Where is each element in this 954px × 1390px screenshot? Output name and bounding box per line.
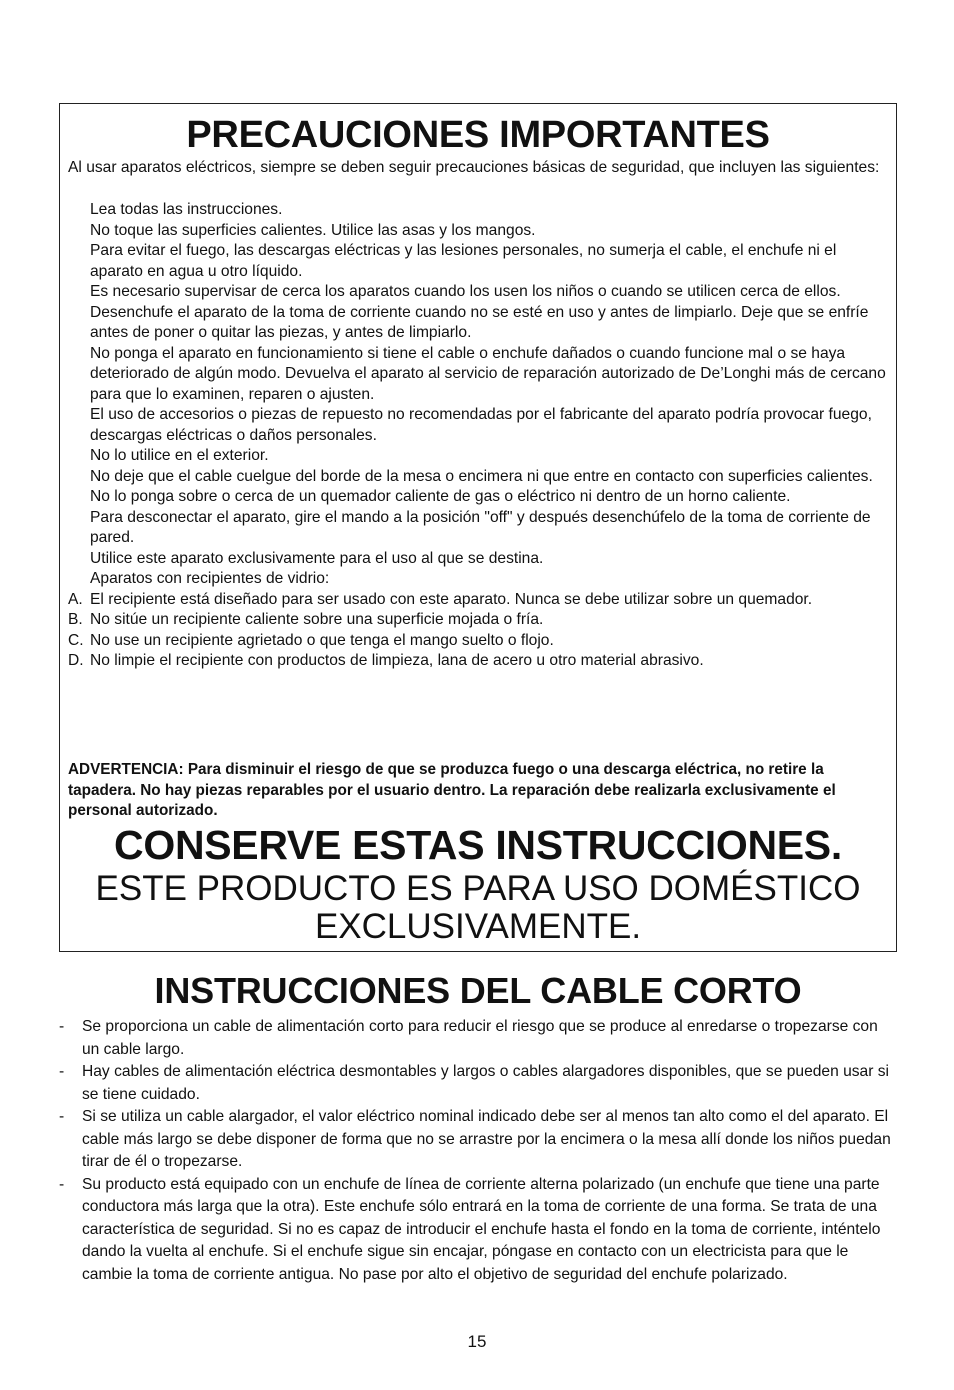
list-item [68,241,890,282]
item-text: No use un recipiente agrietado o que tenga el mango suelto o flojo. [90,631,554,649]
item-text: No toque las superficies calientes. Utilice las asas y los mangos. [90,221,536,239]
list-item [68,344,890,406]
list-item [68,200,890,221]
item-text: Aparatos con recipientes de vidrio: [90,570,330,587]
item-text: Utilice este aparato exclusivamente para el uso al que se destina. [90,549,544,567]
dash-marker: - [59,1108,65,1125]
precautions-list [68,200,890,672]
precautions-title: PRECAUCIONES IMPORTANTES [186,114,770,156]
list-item [68,549,890,570]
list-item [68,446,890,467]
item-text: Lea todas las instrucciones. [90,201,283,218]
item-text: No lo utilice en el exterior. [90,447,269,464]
page-number: 15 [467,1332,487,1351]
item-text: Si se utiliza un cable alargador, el valor eléctrico nominal indicado debe ser al menos tan alto como el del aparato. El cable más largo se debe disponer de forma que no se arrastre por la encimera o la mesa allí donde los niños puedan tirar de él o tropezarse. [82,1108,891,1170]
list-item [68,569,890,590]
item-text: Para desconectar el aparato, gire el mando a la posición "off" y después desenchúfelo de la toma de corriente de pared. [90,508,871,546]
item-text: Para evitar el fuego, las descargas eléctricas y las lesiones personales, no sumerja el cable, el enchufe ni el aparato en agua u otro líquido. [90,242,837,280]
list-item [68,508,890,549]
item-text: El uso de accesorios o piezas de repuesto no recomendadas por el fabricante del aparato podría provocar fuego, descargas eléctricas o daños personales. [90,406,872,444]
precautions-intro: Al usar aparatos eléctricos, siempre se deben seguir precauciones básicas de seguridad, que incluyen las siguientes: [68,159,880,176]
item-text: Se proporciona un cable de alimentación corto para reducir el riesgo que se produce al enredarse o tropezarse con un cable largo. [82,1018,878,1058]
household-use-line-1: ESTE PRODUCTO ES PARA USO DOMÉSTICO [95,869,861,908]
short-cord-title: INSTRUCCIONES DEL CABLE CORTO [154,970,802,1011]
list-item [68,610,890,631]
list-item [59,1061,891,1106]
item-text: No lo ponga sobre o cerca de un quemador caliente de gas o eléctrico ni dentro de un horno caliente. [90,488,791,505]
item-marker: B. [68,611,83,628]
list-item [59,1106,891,1174]
item-text: No limpie el recipiente con productos de limpieza, lana de acero u otro material abrasivo. [90,652,704,669]
item-text: Su producto está equipado con un enchufe de línea de corriente alterna polarizado (un enchufe que tiene una parte conductora más larga que la otra). Este enchufe sólo entrará en la toma de corriente de una forma. Se trata de una característica de seguridad. Si no es capaz de introducir el enchufe hasta el fondo en la toma de corriente, inténtelo dando la vuelta al enchufe. Si el enchufe sigue sin encajar, póngase en contacto con un electricista para que le cambie la toma de corriente antigua. No pase por alto el objetivo de seguridad del enchufe polarizado. [82,1175,881,1283]
household-use-line-2: EXCLUSIVAMENTE. [314,907,642,946]
list-item [59,1016,891,1061]
list-item [68,467,890,488]
precautions-box [59,103,897,952]
item-marker: D. [68,652,84,669]
item-marker: A. [68,590,83,608]
list-item [68,405,890,446]
item-text: No deje que el cable cuelgue del borde de la mesa o encimera ni que entre en contacto con superficies calientes. [90,467,873,485]
item-text: Hay cables de alimentación eléctrica desmontables y largos o cables alargadores disponibles, que se pueden usar si se tiene cuidado. [82,1063,890,1103]
list-item [68,631,890,652]
save-instructions-title: CONSERVE ESTAS INSTRUCCIONES. [114,822,842,868]
dash-marker: - [59,1018,65,1035]
item-text: Es necesario supervisar de cerca los aparatos cuando los usen los niños o cuando se utilicen cerca de ellos. [90,283,841,300]
list-item [68,651,890,672]
list-item [68,487,890,508]
list-item [68,282,890,303]
item-text: No sitúe un recipiente caliente sobre una superficie mojada o fría. [90,611,544,628]
item-marker: C. [68,631,84,649]
dash-marker: - [59,1063,65,1080]
list-item [68,303,890,344]
item-text: No ponga el aparato en funcionamiento si tiene el cable o enchufe dañados o cuando funcione mal o se haya deteriorado de algún modo. Devuelva el aparato al servicio de reparación autorizado de De’Longhi más de cercano para que lo examinen, reparen o ajusten. [90,344,886,403]
item-text: El recipiente está diseñado para ser usado con este aparato. Nunca se debe utilizar sobre un quemador. [90,590,813,608]
item-text: Desenchufe el aparato de la toma de corriente cuando no se esté en uso y antes de limpiarlo. Deje que se enfríe antes de poner o quitar las piezas, y antes de limpiarlo. [90,303,869,341]
list-item [68,590,890,611]
warning-text: ADVERTENCIA: Para disminuir el riesgo de que se produzca fuego o una descarga eléctrica, no retire la tapadera. No hay piezas reparables por el usuario dentro. La reparación debe realizarla exclusivamente el personal autorizado. [68,761,836,819]
list-item [59,1174,891,1287]
list-item [68,221,890,242]
short-cord-list [59,1016,891,1286]
dash-marker: - [59,1175,65,1193]
